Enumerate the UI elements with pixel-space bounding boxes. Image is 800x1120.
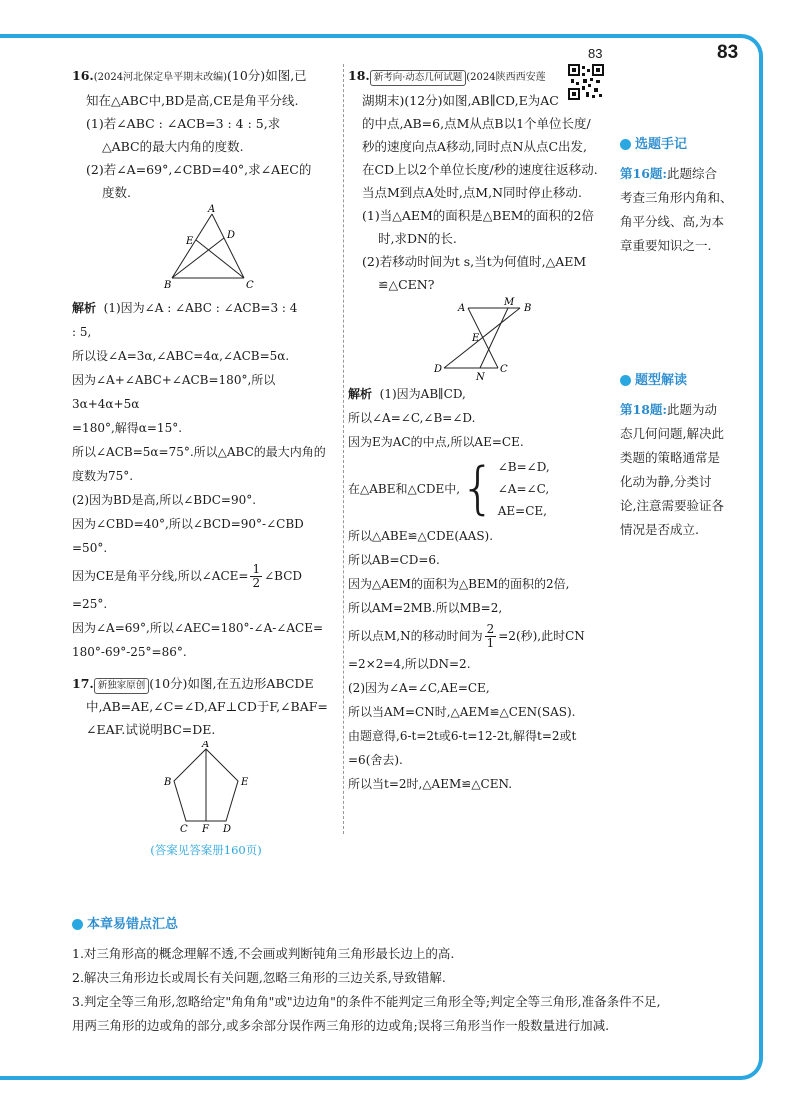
summary-icon (72, 919, 83, 930)
sol18-line12: 由题意得,6-t=2t或6-t=12-2t,解得t=2或t (348, 729, 577, 743)
q18-tag: 新考向·动态几何试题 (370, 70, 467, 86)
side1-title: 选题手记 (635, 136, 688, 151)
sol16-frac-den: 2 (252, 576, 261, 590)
sol18-frac-den: 1 (486, 636, 495, 650)
side2-text1: 此题为动 (667, 402, 718, 417)
sol18-frac-num: 2 (486, 622, 495, 636)
sol16-line11b: ∠BCD (264, 569, 303, 583)
q16-side-ac (212, 214, 244, 278)
notes-icon (620, 139, 631, 150)
side1-text2: 考查三角形内角和、 (620, 190, 733, 205)
q17-label-d: D (223, 824, 232, 833)
q17-stem1: 如图,在五边形ABCDE (187, 676, 314, 691)
q16-label-d: D (227, 230, 236, 241)
q17-label-a: A (202, 741, 210, 750)
q18-label-n: N (476, 372, 485, 382)
q16-stem2: 知在△ABC中,BD是高,CE是角平分线. (86, 93, 299, 108)
analysis-icon (620, 375, 631, 386)
side2-text5: 论,注意需要验证各 (620, 498, 724, 513)
q16-label-a: A (208, 204, 216, 215)
q18-label-m: M (504, 297, 515, 308)
sol18-line8a: 所以点M,N的移动时间为 (348, 629, 483, 643)
error-summary (72, 912, 752, 1038)
sol18-system (460, 456, 550, 522)
q18-line2: 的中点,AB=6,点M从点B以1个单位长度/ (362, 116, 591, 131)
sol16-line3: 所以设∠A=3α,∠ABC=4α,∠ACB=5α. (72, 349, 290, 363)
q17-points: (10分) (149, 676, 188, 691)
sol18-line6: 因为△AEM的面积为△BEM的面积的2倍, (348, 577, 570, 591)
sol18-line14: 所以当t=2时,△AEM≌△CEN. (348, 777, 513, 791)
q18-part1a: (1)当△AEM的面积是△BEM的面积的2倍 (362, 208, 594, 223)
q18-label-c: C (500, 364, 508, 375)
q16-label-e: E (186, 236, 194, 247)
q16-label-c: C (246, 280, 254, 291)
sol18-line8b: =2(秒),此时CN (498, 629, 585, 643)
q17-label-c: C (180, 824, 188, 833)
sol18-system-pre: 在△ABE和△CDE中, (348, 482, 461, 496)
sol18-line2: 所以∠A=∠C,∠B=∠D. (348, 411, 476, 425)
sol18-line13: =6(舍去). (348, 753, 403, 767)
sol18-line4: 所以△ABE≌△CDE(AAS). (348, 529, 494, 543)
q18-source: (2024陕西西安莲 (466, 72, 546, 83)
sol18-line3: 因为E为AC的中点,所以AE=CE. (348, 435, 524, 449)
q18-label-e: E (472, 333, 480, 344)
sol18-line11: 所以当AM=CN时,△AEM≌△CEN(SAS). (348, 705, 576, 719)
q17-stem2: 中,AB=AE,∠C=∠D,AF⊥CD于F,∠BAF= (86, 699, 328, 714)
sol16-line9: 因为∠CBD=40°,所以∠BCD=90°-∠CBD (72, 517, 304, 531)
sol16-head: 解析 (72, 301, 97, 315)
q18-line5: 当点M到点A处时,点M,N同时停止移动. (362, 185, 582, 200)
q18-label-d: D (434, 364, 443, 375)
sol16-line7: 度数为75°. (72, 469, 134, 483)
q17-number: 17. (72, 676, 94, 691)
side2-title: 题型解读 (635, 372, 688, 387)
q18-part1b: 时,求DN的长. (378, 231, 457, 246)
column-divider (343, 64, 344, 834)
q18-line4: 在CD上以2个单位长度/秒的速度往返移动. (362, 162, 598, 177)
sol18-line1: (1)因为AB∥CD, (379, 387, 466, 401)
left-column (72, 64, 340, 862)
q16-source: (2024河北保定阜平期末改编) (93, 72, 228, 83)
q18-segment-bd (444, 308, 520, 368)
summary-item3b: 用两三角形的边或角的部分,或多余部分误作两三角形的边或角;误将三角形当作一般数量进行加减. (72, 1018, 610, 1033)
sol16-fraction (250, 563, 262, 590)
q17-label-b: B (164, 777, 172, 788)
sol16-line5: =180°,解得α=15°. (72, 421, 183, 435)
side2-text3: 类题的策略通常是 (620, 450, 721, 465)
q18-line1: 湖期末)(12分)如图,AB∥CD,E为AC (362, 93, 559, 108)
sol16-frac-num: 1 (252, 562, 261, 576)
q16-stem1: 如图,已 (265, 68, 307, 83)
q18-label-b: B (524, 303, 532, 314)
sol18-line9: =2×2=4,所以DN=2. (348, 657, 471, 671)
q16-part2b: 度数. (102, 185, 131, 200)
q17-stem3: ∠EAF.试说明BC=DE. (86, 722, 216, 737)
q16-part1b: △ABC的最大内角的度数. (102, 139, 244, 154)
sol18-fraction (485, 623, 497, 650)
q18-figure (348, 296, 616, 382)
side2-text2: 态几何问题,解决此 (620, 426, 724, 441)
side1-lead: 第16题: (620, 166, 668, 181)
q18-part2a: (2)若移动时间为t s,当t为何值时,△AEM (362, 254, 587, 269)
q16-bisector-ce (196, 240, 244, 278)
page-number: 83 (717, 42, 739, 63)
q17-tag: 新独家原创 (94, 678, 150, 694)
q18-part2b: ≌△CEN? (378, 277, 435, 292)
side-notes (620, 132, 745, 542)
sol16-line1: (1)因为∠A : ∠ABC : ∠ACB=3 : 4 (103, 301, 298, 315)
sol18-head: 解析 (348, 387, 373, 401)
side2-lead: 第18题: (620, 402, 668, 417)
q16-label-b: B (164, 280, 172, 291)
q17-answer-note[interactable]: (答案见答案册160页) (150, 843, 262, 857)
sol16-line14: 180°-69°-25°=86°. (72, 645, 187, 659)
q17-label-e: E (241, 777, 249, 788)
q16-part1a: (1)若∠ABC : ∠ACB=3 : 4 : 5,求 (86, 116, 281, 131)
q16-line1 (72, 64, 340, 89)
summary-item2: 2.解决三角形边长或周长有关问题,忽略三角形的三边关系,导致错解. (72, 970, 446, 985)
sol18-line10: (2)因为∠A=∠C,AE=CE, (348, 681, 490, 695)
sol18-line5: 所以AB=CD=6. (348, 553, 440, 567)
q16-figure (72, 204, 340, 292)
sol18-cond2: ∠A=∠C, (497, 482, 550, 496)
summary-item1: 1.对三角形高的概念理解不透,不会画或判断钝角三角形最长边上的高. (72, 946, 455, 961)
brace-symbol: { (460, 456, 496, 521)
q16-altitude-bd (172, 238, 224, 278)
sol16-line12: =25°. (72, 597, 108, 611)
middle-column (348, 64, 618, 796)
q16-number: 16. (72, 68, 94, 83)
sol16-line4: 因为∠A+∠ABC+∠ACB=180°,所以3α+4α+5α (72, 373, 276, 411)
summary-title: 本章易错点汇总 (87, 916, 179, 931)
sol16-line10: =50°. (72, 541, 108, 555)
side2-text4: 化动为静,分类讨 (620, 474, 712, 489)
side1-text4: 章重要知识之一. (620, 238, 712, 253)
sol18-cond3: AE=CE, (497, 504, 547, 518)
sol16-line13: 因为∠A=69°,所以∠AEC=180°-∠A-∠ACE= (72, 621, 324, 635)
q17-label-f: F (202, 824, 209, 833)
q18-number: 18. (348, 68, 370, 83)
sol16-line11a: 因为CE是角平分线,所以∠ACE= (72, 569, 249, 583)
sol18-cond1: ∠B=∠D, (497, 460, 550, 474)
page-number-small: 83 (588, 46, 603, 61)
sol18-line7: 所以AM=2MB.所以MB=2, (348, 601, 503, 615)
summary-item3a: 3.判定全等三角形,忽略给定"角角角"或"边边角"的条件不能判定三角形全等;判定全等三角形,准备条件不足, (72, 994, 661, 1009)
sol16-line6: 所以∠ACB=5α=75°.所以△ABC的最大内角的 (72, 445, 326, 459)
side2-text6: 情况是否成立. (620, 522, 699, 537)
side1-text1: 此题综合 (667, 166, 718, 181)
sol16-line2: : 5, (72, 325, 92, 339)
q18-label-a: A (458, 303, 466, 314)
q16-part2a: (2)若∠A=69°,∠CBD=40°,求∠AEC的 (86, 162, 312, 177)
q18-line3: 秒的速度向点A移动,同时点N从点C出发, (362, 139, 587, 154)
q16-points: (10分) (227, 68, 266, 83)
sol16-line8: (2)因为BD是高,所以∠BDC=90°. (72, 493, 257, 507)
q17-figure (72, 741, 340, 833)
side1-text3: 角平分线、高,为本 (620, 214, 724, 229)
